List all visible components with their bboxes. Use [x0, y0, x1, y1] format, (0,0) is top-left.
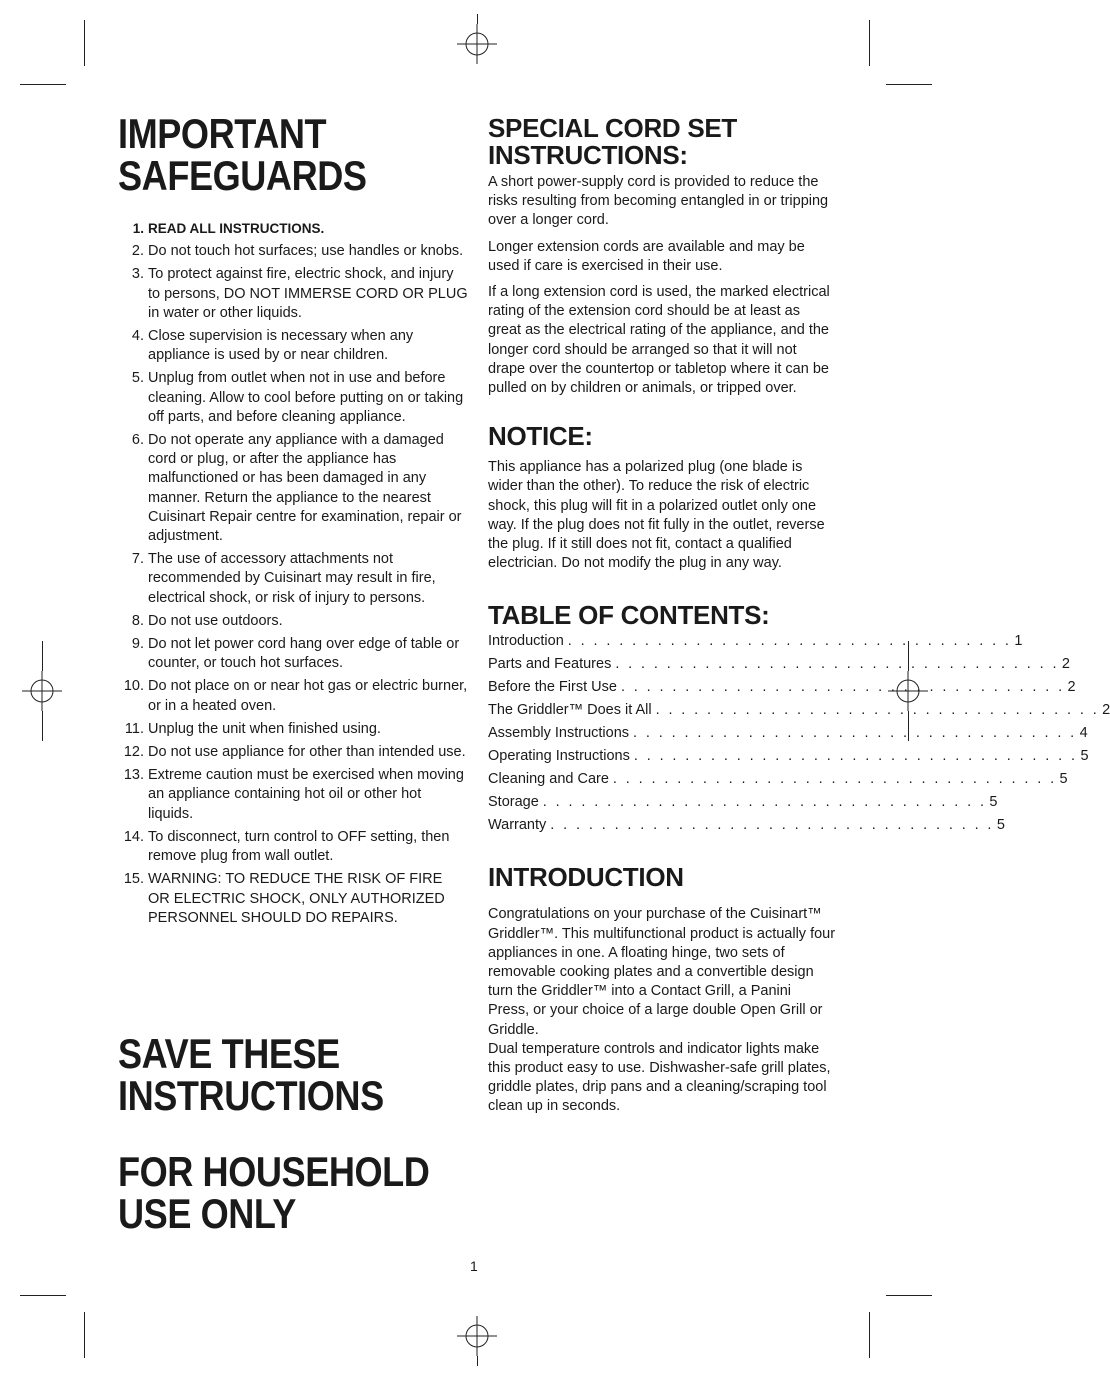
- cord-paragraph: A short power-supply cord is provided to reduce the risks resulting from becoming entangled in or tripping over a longer cord.: [488, 174, 829, 229]
- safeguard-item: 7. The use of accessory attachments not recommended by Cuisinart may result in fire, electrical shock, or risk of injury to persons.: [131, 551, 436, 606]
- toc-entry[interactable]: Assembly Instructions . . . . . . . . . . . . . . . . . . . . . . . . . . . . . . . . . . . 4: [488, 725, 1088, 742]
- cord-paragraph: Longer extension cords are available and may be used if care is exercised in their use.: [488, 238, 805, 274]
- crop-mark-tr-h: [886, 84, 932, 85]
- intro-paragraph: Dual temperature controls and indicator lights make this product easy to use. Dishwasher-safe grill plates, griddle plates, drip pans and a cleaning/scraping tool clean up in seconds.: [488, 1040, 831, 1115]
- notice-heading: NOTICE:: [488, 421, 593, 452]
- cord-set-heading: SPECIAL CORD SET INSTRUCTIONS:: [488, 113, 737, 170]
- reg-stem-top: [477, 14, 478, 24]
- household-use-heading: FOR HOUSEHOLD USE ONLY: [118, 1148, 430, 1237]
- safeguard-item: 4. Close supervision is necessary when any appliance is used by or near children.: [131, 328, 414, 364]
- registration-mark-bottom-icon: [457, 1316, 497, 1356]
- toc-entry[interactable]: Storage . . . . . . . . . . . . . . . . . . . . . . . . . . . . . . . . . . . 5: [488, 794, 998, 811]
- notice-paragraph: This appliance has a polarized plug (one blade is wider than the other). To reduce the risk of electric shock, this plug will fit in a polarized outlet only one way. If the plug does not fit fully in the outlet, reverse the plug. If it still does not fit, contact a qualified electrician. Do not modify the plug in any way.: [488, 459, 825, 572]
- toc-entry[interactable]: Warranty . . . . . . . . . . . . . . . . . . . . . . . . . . . . . . . . . . . 5: [488, 817, 1005, 834]
- crop-mark-tl-v: [84, 20, 85, 66]
- safeguard-item: 15. WARNING: TO REDUCE THE RISK OF FIRE OR ELECTRIC SHOCK, ONLY AUTHORIZED PERSONNEL SHOULD DO REPAIRS.: [123, 871, 445, 926]
- reg-stem-left-b: [42, 711, 43, 741]
- safeguard-item: 10. Do not place on or near hot gas or electric burner, or in a heated oven.: [123, 678, 468, 714]
- cord-paragraph: If a long extension cord is used, the marked electrical rating of the extension cord should be at least as great as the electrical rating of the appliance, and the longer cord should be arranged so that it will not drape over the countertop or tabletop where it can be pulled on by children or animals, or tripped over.: [488, 284, 830, 397]
- crop-mark-tl-h: [20, 84, 66, 85]
- save-instructions-heading: SAVE THESE INSTRUCTIONS: [118, 1030, 384, 1119]
- crop-mark-br-v: [869, 1312, 870, 1358]
- right-column: [488, 113, 1110, 1117]
- introduction-heading: INTRODUCTION: [488, 862, 684, 893]
- toc-entry[interactable]: Operating Instructions . . . . . . . . . . . . . . . . . . . . . . . . . . . . . . . . . . . 5: [488, 748, 1089, 765]
- safeguards-list: [118, 219, 468, 932]
- safeguard-item: 2. Do not touch hot surfaces; use handles or knobs.: [131, 243, 464, 260]
- intro-paragraph: Congratulations on your purchase of the Cuisinart™ Griddler™. This multifunctional product is actually four appliances in one. A floating hinge, two sets of removable cooking plates and a convertible design turn the Griddler™ into a Contact Grill, a Panini Press, or your choice of a large double Open Grill or Griddle.: [488, 906, 836, 1038]
- safeguard-item: 3. To protect against fire, electric shock, and injury to persons, DO NOT IMMERSE CORD OR PLUG in water or other liquids.: [131, 266, 468, 321]
- crop-mark-br-h: [886, 1295, 932, 1296]
- registration-mark-left-icon: [22, 671, 62, 711]
- safeguard-item: 8. Do not use outdoors.: [131, 612, 283, 629]
- left-column: [118, 110, 468, 1237]
- toc-entry[interactable]: Before the First Use . . . . . . . . . . . . . . . . . . . . . . . . . . . . . . . . . . . 2: [488, 679, 1076, 696]
- toc-heading: TABLE OF CONTENTS:: [488, 600, 770, 631]
- page-number: 1: [470, 1258, 478, 1274]
- toc-entry[interactable]: Parts and Features . . . . . . . . . . . . . . . . . . . . . . . . . . . . . . . . . . . 2: [488, 656, 1070, 673]
- safeguard-item: 13. Extreme caution must be exercised when moving an appliance containing hot oil or other hot liquids.: [123, 767, 464, 822]
- crop-mark-tr-v: [869, 20, 870, 66]
- toc-list: [488, 630, 1110, 837]
- reg-stem-bottom: [477, 1356, 478, 1366]
- safeguard-item: 5. Unplug from outlet when not in use and before cleaning. Allow to cool before putting on or taking off parts, and before cleaning appliance.: [131, 370, 464, 425]
- toc-entry[interactable]: Cleaning and Care . . . . . . . . . . . . . . . . . . . . . . . . . . . . . . . . . . . 5: [488, 771, 1068, 788]
- crop-mark-bl-h: [20, 1295, 66, 1296]
- safeguard-item: 1. READ ALL INSTRUCTIONS.: [132, 221, 325, 236]
- toc-entry[interactable]: The Griddler™ Does it All . . . . . . . . . . . . . . . . . . . . . . . . . . . . . . . . . . . 2: [488, 702, 1110, 719]
- important-safeguards-title: IMPORTANT SAFEGUARDS: [118, 110, 367, 199]
- safeguard-item: 14. To disconnect, turn control to OFF setting, then remove plug from wall outlet.: [123, 828, 450, 865]
- reg-stem-left: [42, 641, 43, 671]
- safeguard-item: 6. Do not operate any appliance with a damaged cord or plug, or after the appliance has malfunctioned or has been damaged in any manner. Return the appliance to the nearest Cuisinart Repair centre for examination, repair or adjustment.: [131, 432, 462, 545]
- safeguard-item: 12. Do not use appliance for other than intended use.: [123, 744, 466, 761]
- safeguard-item: 11. Unplug the unit when finished using.: [124, 720, 381, 737]
- registration-mark-top-icon: [457, 24, 497, 64]
- toc-entry[interactable]: Introduction . . . . . . . . . . . . . . . . . . . . . . . . . . . . . . . . . . . 1: [488, 633, 1023, 650]
- crop-mark-bl-v: [84, 1312, 85, 1358]
- safeguard-item: 9. Do not let power cord hang over edge of table or counter, or touch hot surfaces.: [131, 636, 460, 672]
